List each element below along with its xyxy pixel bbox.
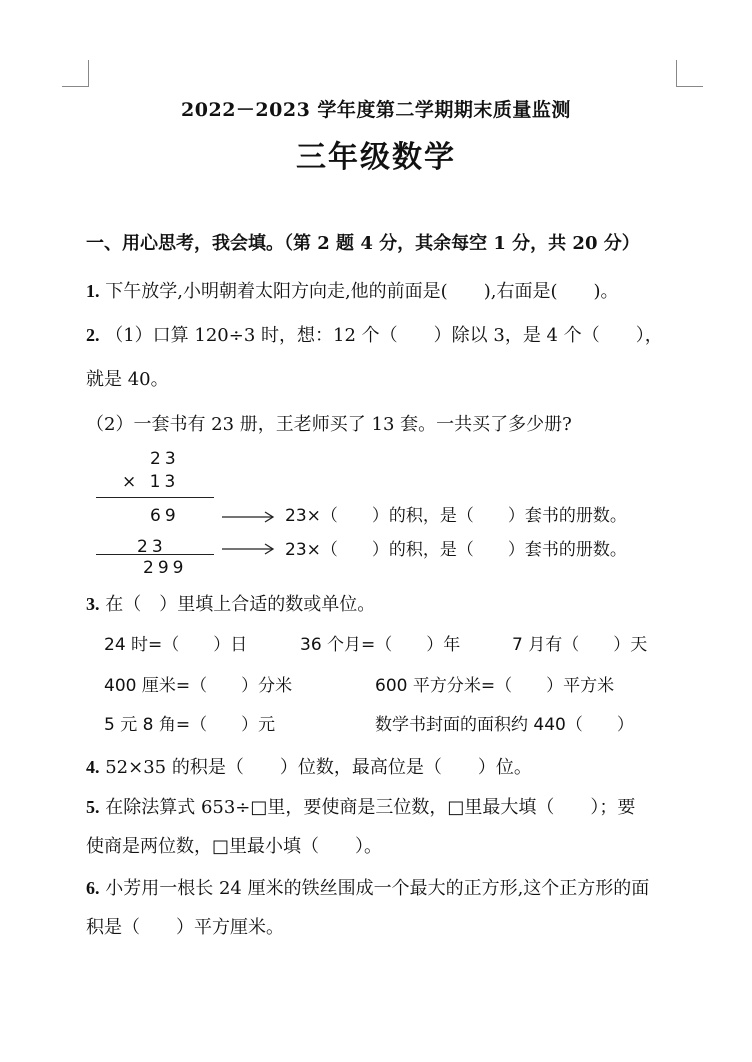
question-number: 3. bbox=[86, 594, 100, 614]
calc-multiplier: × 13 bbox=[122, 472, 180, 492]
calc-result: 299 bbox=[143, 558, 188, 578]
exam-subtitle: 三年级数学 bbox=[296, 140, 456, 175]
exam-title: 2022－2023 学年度第二学期期末质量监测 bbox=[181, 99, 571, 121]
question-1 bbox=[86, 279, 619, 304]
calc-multiplicand: 23 bbox=[150, 449, 180, 469]
question-6-continued: 积是（ ）平方厘米。 bbox=[86, 917, 284, 938]
question-2 bbox=[86, 323, 663, 348]
question-2-continued: 就是 40。 bbox=[86, 369, 169, 390]
question-2-part-2: （2）一套书有 23 册，王老师买了 13 套。一共买了多少册? bbox=[86, 414, 572, 435]
question-number: 2. bbox=[86, 325, 100, 345]
q3-item-2: 36 个月=（ ）年 bbox=[300, 635, 461, 655]
question-text: 小芳用一根长 24 厘米的铁丝围成一个最大的正方形,这个正方形的面 bbox=[105, 878, 650, 899]
calc-fill-blank-1: 23×（ ）的积，是（ ）套书的册数。 bbox=[285, 506, 627, 526]
question-text: 下午放学,小明朝着太阳方向走,他的前面是( ),右面是( )。 bbox=[105, 281, 619, 302]
question-text: （1）口算 120÷3 时，想：12 个（ ）除以 3，是 4 个（ ）， bbox=[105, 325, 663, 346]
q3-item-4: 400 厘米=（ ）分米 bbox=[104, 676, 293, 696]
q3-item-5: 600 平方分米=（ ）平方米 bbox=[375, 676, 615, 696]
question-text: 在（ ）里填上合适的数或单位。 bbox=[105, 594, 376, 615]
calc-rule-1 bbox=[96, 497, 214, 498]
calc-fill-blank-2: 23×（ ）的积，是（ ）套书的册数。 bbox=[285, 540, 627, 560]
question-5-continued: 使商是两位数，□里最小填（ ）。 bbox=[86, 836, 383, 857]
q3-item-6: 5 元 8 角=（ ）元 bbox=[104, 715, 276, 735]
arrow-right-icon bbox=[222, 542, 276, 556]
question-3 bbox=[86, 592, 375, 617]
calc-partial-product-1: 69 bbox=[150, 506, 180, 526]
section-heading: 一、用心思考，我会填。（第 2 题 4 分，其余每空 1 分，共 20 分） bbox=[86, 233, 640, 254]
page-corner-mark-top-left bbox=[62, 60, 89, 87]
question-6 bbox=[86, 876, 649, 901]
question-4 bbox=[86, 755, 532, 780]
question-number: 5. bbox=[86, 797, 100, 817]
question-5 bbox=[86, 795, 635, 820]
question-number: 4. bbox=[86, 757, 100, 777]
q3-item-1: 24 时=（ ）日 bbox=[104, 635, 248, 655]
question-number: 1. bbox=[86, 281, 100, 301]
calc-partial-product-2: 23 bbox=[137, 537, 167, 557]
page-corner-mark-top-right bbox=[676, 60, 703, 87]
question-text: 在除法算式 653÷□里，要使商是三位数，□里最大填（ ）；要 bbox=[105, 797, 636, 818]
question-text: 52×35 的积是（ ）位数，最高位是（ ）位。 bbox=[105, 757, 532, 778]
arrow-right-icon bbox=[222, 510, 276, 524]
q3-item-3: 7 月有（ ）天 bbox=[512, 635, 648, 655]
question-number: 6. bbox=[86, 878, 100, 898]
calc-rule-2 bbox=[96, 554, 214, 555]
q3-item-7: 数学书封面的面积约 440（ ） bbox=[375, 715, 634, 735]
